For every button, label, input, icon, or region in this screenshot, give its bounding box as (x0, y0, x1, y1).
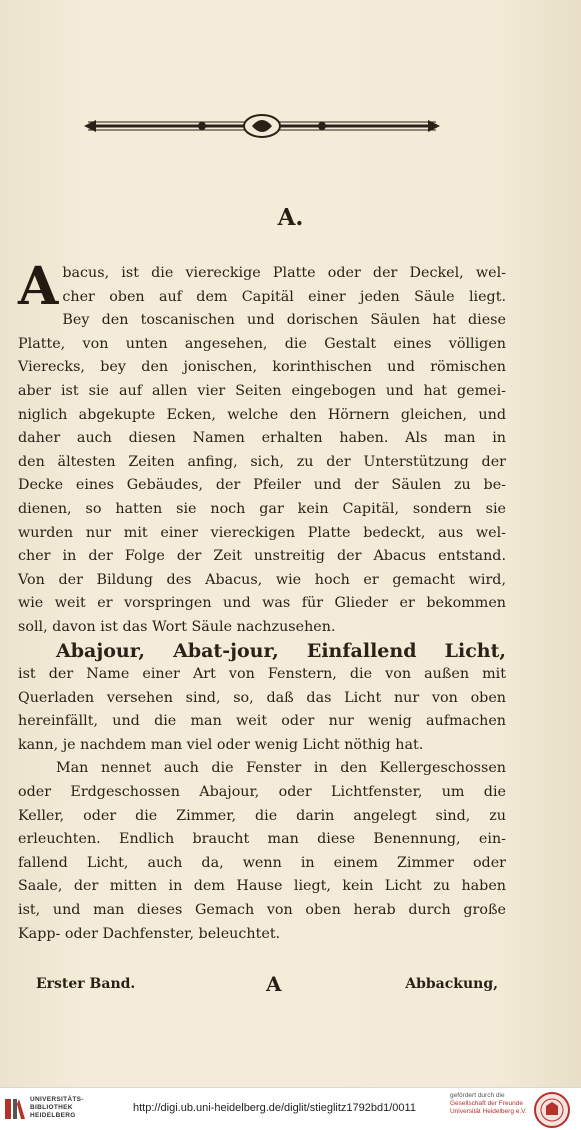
text-line: Bey den toscanischen und dorischen Säulen hat diese (62, 312, 506, 329)
catchword: Abbackung, (405, 976, 498, 992)
text-line: ist, und man dieses Gemach von oben herab durch große (18, 902, 506, 919)
text-line: oder Erdgeschossen Abajour, oder Lichtfenster, um die (18, 784, 506, 801)
text-line: daher auch diesen Namen erhalten haben. Als man in (18, 430, 506, 447)
text-line: soll, davon ist das Wort Säule nachzusehen. (18, 618, 336, 635)
text-line: Querladen versehen sind, so, daß das Licht nur von oben (18, 689, 506, 706)
sponsor-text: gefördert durch die Gesellschaft der Freunde Universität Heidelberg e.V. (450, 1092, 527, 1115)
text-line: Vierecks, bey den jonischen, korinthischen und römischen (18, 359, 506, 376)
text-line: niglich abgekupte Ecken, welche den Hörnern gleichen, und (18, 406, 506, 423)
text-line: Kapp- oder Dachfenster, beleuchtet. (18, 925, 281, 942)
text-line: den ältesten Zeiten anfing, sich, zu der Unterstützung der (18, 453, 506, 470)
society-seal-icon[interactable] (533, 1091, 571, 1129)
text-line: cher in der Folge der Zeit unstreitig der Abacus entstand. (18, 548, 506, 565)
permalink-url[interactable]: http://digi.ub.uni-heidelberg.de/diglit/stieglitz1792bd1/0011 (133, 1102, 416, 1114)
text-line: ist der Name einer Art von Fenstern, die von außen mit (18, 666, 506, 683)
volume-label: Erster Band. (36, 976, 136, 992)
library-logo-icon[interactable] (4, 1096, 26, 1122)
text-line: kann, je nachdem man viel oder wenig Licht nöthig hat. (18, 736, 424, 753)
section-letter: A. (277, 204, 304, 231)
text-line: bacus, ist die viereckige Platte oder der Deckel, wel- (62, 265, 506, 281)
text-line: wurden nur mit einer viereckigen Platte bedeckt, aus wel- (18, 524, 506, 541)
viewer-bottom-bar (0, 1087, 581, 1130)
drop-capital: A (18, 256, 59, 317)
text-line: Man nennet auch die Fenster in den Kellergeschossen (56, 760, 506, 777)
text-line: aber ist sie auf allen vier Seiten eingebogen und hat gemei- (18, 382, 506, 399)
signature-mark: A (266, 972, 282, 996)
text-line: Decke eines Gebäudes, der Pfeiler und der Säulen zu be- (18, 477, 506, 494)
entry-headword: Abajour, Abat-jour, Einfallend Licht, (56, 639, 506, 662)
ornament-divider (82, 112, 442, 140)
text-line: Von der Bildung des Abacus, wie hoch er gemacht wird, (18, 571, 506, 588)
text-line: dienen, so hatten sie noch gar kein Capitäl, sondern sie (18, 500, 506, 517)
text-line: erleuchten. Endlich braucht man diese Benennung, ein- (18, 831, 506, 848)
text-line: wie weit er vorspringen und was für Glieder er bekommen (18, 595, 506, 612)
library-name: UNIVERSITÄTS- BIBLIOTHEK HEIDELBERG (30, 1096, 84, 1119)
text-line: fallend Licht, auch da, wenn in einem Zimmer oder (18, 854, 506, 871)
text-line: Saale, der mitten in dem Hause liegt, kein Licht zu haben (18, 878, 506, 895)
text-line: hereinfällt, und die man weit oder nur wenig aufmachen (18, 713, 506, 730)
text-line: cher oben auf dem Capitäl einer jeden Säule liegt. (62, 288, 506, 305)
page-footer (36, 972, 498, 1002)
text-line: Keller, oder die Zimmer, die darin angelegt sind, zu (18, 807, 506, 824)
dictionary-text (18, 256, 506, 946)
text-line: Platte, von unten angesehen, die Gestalt eines völligen (18, 335, 506, 352)
